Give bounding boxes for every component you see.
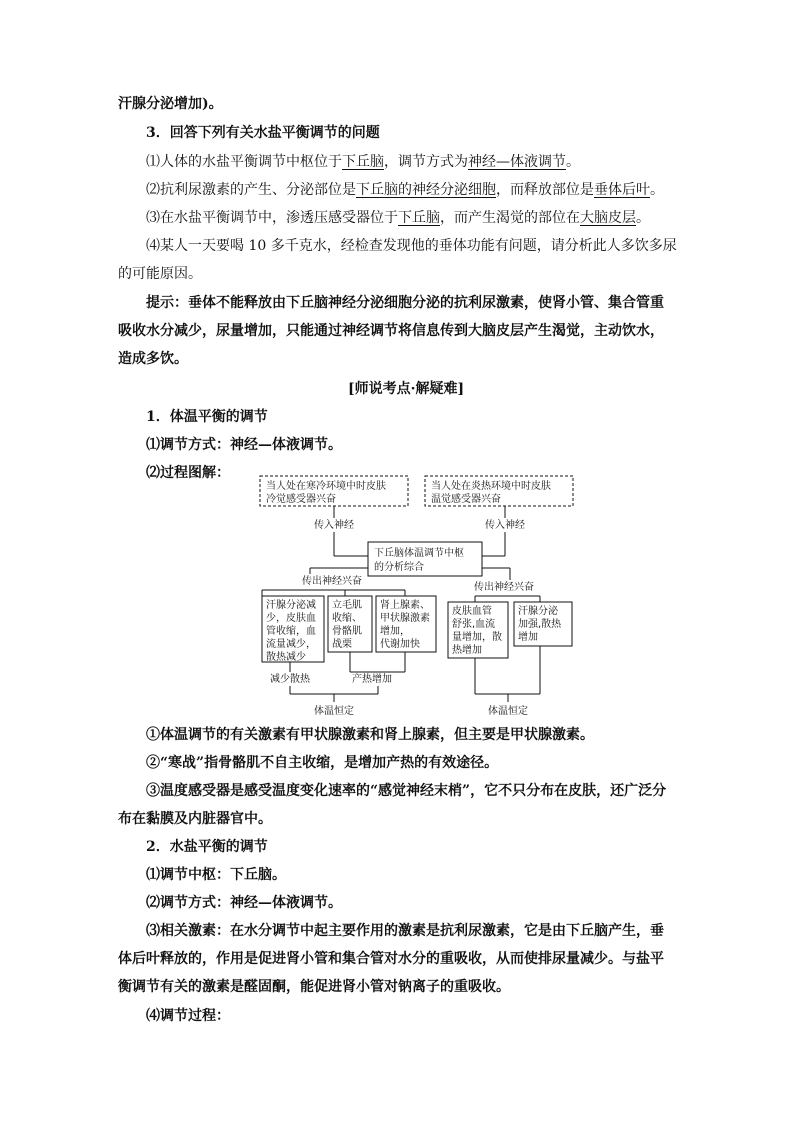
answer-underline: 神经—体液调节 xyxy=(468,154,566,170)
afferent-left-label: 传入神经 xyxy=(314,520,354,531)
afferent-right-label: 传入神经 xyxy=(485,520,525,531)
text: 。 xyxy=(636,210,650,226)
effect-text: 管收缩，血 xyxy=(266,626,316,637)
thermoregulation-diagram xyxy=(250,470,580,720)
effect-text: 皮肤血管 xyxy=(452,606,492,617)
cold-stimulus-line-1: 当人处在寒冷环境中时皮肤 xyxy=(266,481,386,492)
effect-text: 代谢加快 xyxy=(380,639,420,650)
effect-text: 散热减少 xyxy=(266,652,306,663)
question-3-item-3 xyxy=(146,209,650,227)
hot-stimulus-line-1: 当人处在炎热环境中时皮肤 xyxy=(431,481,551,492)
text: ⑶在水盐平衡调节中，渗透压感受器位于 xyxy=(146,210,398,226)
effect-text: 少，皮肤血 xyxy=(266,613,316,624)
answer-underline: 下丘脑 xyxy=(398,210,440,226)
text: 。 xyxy=(566,154,580,170)
effect-text: 流量减少， xyxy=(266,639,316,650)
text: ⑵抗利尿激素的产生、分泌部位是 xyxy=(146,182,356,198)
effect-text: 战栗 xyxy=(332,639,352,650)
section-2-hormones-line-3: 衡调节有关的激素是醛固酮，能促进肾小管对钠离子的重吸收。 xyxy=(118,979,510,995)
effect-text: 收缩、 xyxy=(332,613,362,624)
text: 。 xyxy=(650,182,664,198)
center-line-2: 的分析综合 xyxy=(374,562,424,573)
effect-text: 汗腺分泌减 xyxy=(266,600,316,611)
section-title: [师说考点·解疑难] xyxy=(348,381,465,397)
cold-stimulus-line-2: 冷觉感受器兴奋 xyxy=(266,494,336,505)
effect-text: 甲状腺激素 xyxy=(380,613,430,624)
more-heat-label: 产热增加 xyxy=(352,674,392,685)
section-2-mode: ⑵调节方式：神经—体液调节。 xyxy=(146,895,342,911)
effect-text: 肾上腺素、 xyxy=(380,600,430,611)
question-3-item-4-line-2: 的可能原因。 xyxy=(118,266,202,282)
effect-text: 骨骼肌 xyxy=(332,626,362,637)
note-3-line-2: 布在黏膜及内脏器官中。 xyxy=(118,811,272,827)
effect-text: 增加 xyxy=(518,632,538,643)
center-line-1: 下丘脑体温调节中枢 xyxy=(374,548,464,559)
efferent-right-label: 传出神经兴奋 xyxy=(474,582,534,593)
constant-right-label: 体温恒定 xyxy=(488,706,528,717)
answer-underline: 大脑皮层 xyxy=(580,210,636,226)
question-3-item-4-line-1: ⑷某人一天要喝 10 多千克水，经检查发现他的垂体功能有问题，请分析此人多饮多尿 xyxy=(146,238,677,254)
text: ，而释放部位是 xyxy=(496,182,594,198)
question-3-item-1 xyxy=(146,153,580,171)
note-3-line-1: ③温度感受器是感受温度变化速率的“感觉神经末梢”，它不只分布在皮肤，还广泛分 xyxy=(146,783,667,799)
note-1: ①体温调节的有关激素有甲状腺激素和肾上腺素，但主要是甲状腺激素。 xyxy=(146,727,594,743)
effect-text: 舒张,血流 xyxy=(452,619,496,630)
effect-text: 汗腺分泌 xyxy=(518,606,558,617)
note-2: ②“寒战”指骨骼肌不自主收缩，是增加产热的有效途径。 xyxy=(146,755,499,771)
question-3-item-2 xyxy=(146,181,664,199)
effect-text: 量增加，散 xyxy=(452,632,502,643)
hint-line-1: 提示：垂体不能释放由下丘脑神经分泌细胞分泌的抗利尿激素，使肾小管、集合管重 xyxy=(146,295,664,311)
effect-text: 立毛肌 xyxy=(332,600,362,611)
answer-underline: 下丘脑 xyxy=(342,154,384,170)
answer-underline: 下丘脑的神经分泌细胞 xyxy=(356,182,496,198)
less-heat-label: 减少散热 xyxy=(270,674,310,685)
section-1-mode: ⑴调节方式：神经—体液调节。 xyxy=(146,437,342,453)
text: ，调节方式为 xyxy=(384,154,468,170)
effect-text: 热增加 xyxy=(452,645,482,656)
section-2-hormones-line-2: 体后叶释放的，作用是促进肾小管和集合管对水分的重吸收，从而使排尿量减少。与盐平 xyxy=(118,951,664,967)
constant-left-label: 体温恒定 xyxy=(314,706,354,717)
section-1-process: ⑵过程图解： xyxy=(146,465,230,481)
effect-text: 增加， xyxy=(380,626,410,637)
hint-line-2: 吸收水分减少，尿量增加，只能通过神经调节将信息传到大脑皮层产生渴觉，主动饮水， xyxy=(118,323,664,339)
text: ⑴人体的水盐平衡调节中枢位于 xyxy=(146,154,342,170)
answer-underline: 垂体后叶 xyxy=(594,182,650,198)
section-1-title: 1．体温平衡的调节 xyxy=(146,409,268,425)
section-2-title: 2．水盐平衡的调节 xyxy=(146,839,268,855)
section-2-process: ⑷调节过程： xyxy=(146,1008,230,1024)
effect-text: 加强,散热 xyxy=(518,619,562,630)
efferent-left-label: 传出神经兴奋 xyxy=(302,576,362,587)
section-2-hormones-line-1: ⑶相关激素：在水分调节中起主要作用的激素是抗利尿激素，它是由下丘脑产生，垂 xyxy=(146,923,664,939)
hot-stimulus-line-2: 温觉感受器兴奋 xyxy=(431,494,501,505)
hint-line-3: 造成多饮。 xyxy=(118,351,188,367)
section-2-center: ⑴调节中枢：下丘脑。 xyxy=(146,867,286,883)
question-3-title: 3．回答下列有关水盐平衡调节的问题 xyxy=(146,125,380,141)
paragraph-continuation: 汗腺分泌增加)。 xyxy=(118,96,223,112)
text: ，而产生渴觉的部位在 xyxy=(440,210,580,226)
